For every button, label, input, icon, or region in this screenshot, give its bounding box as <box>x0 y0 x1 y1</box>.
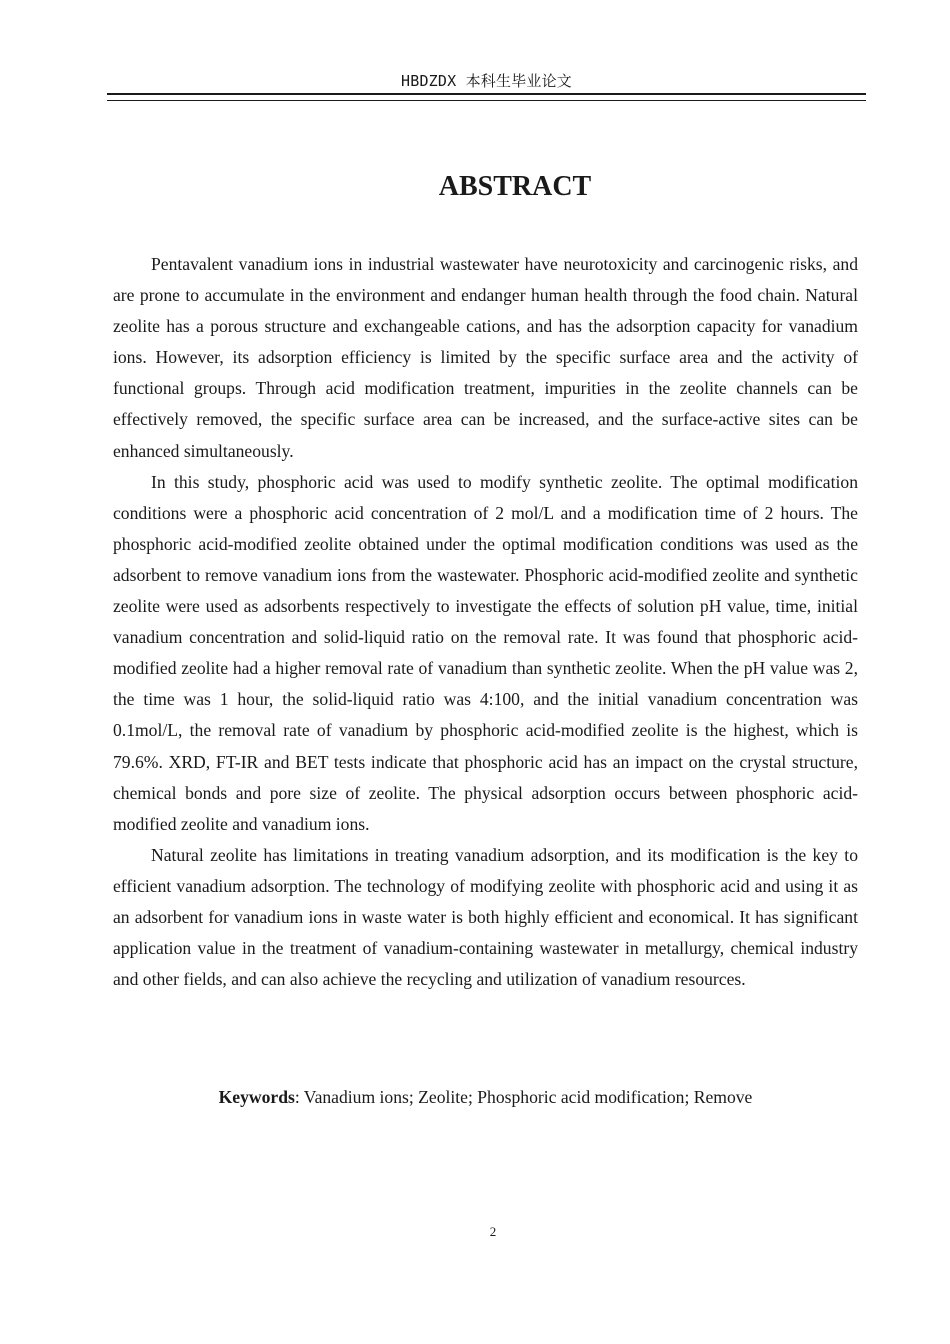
header-double-rule <box>107 93 866 101</box>
keywords-text: : Vanadium ions; Zeolite; Phosphoric acid modification; Remove <box>294 1087 753 1107</box>
abstract-paragraph-2: In this study, phosphoric acid was used to modify synthetic zeolite. The optimal modification conditions were a phosphoric acid concentration of 2 mol/L and a modification time of 2 hours. The phosphoric acid-modified zeolite obtained under the optimal modification conditions was used as the adsorbent to remove vanadium ions from the wastewater. Phosphoric acid-modified zeolite and synthetic zeolite were used as adsorbents respectively to investigate the effects of solution pH value, time, initial vanadium concentration and solid-liquid ratio on the removal rate. It was found that phosphoric acid-modified zeolite had a higher removal rate of vanadium than synthetic zeolite. When the pH value was 2, the time was 1 hour, the solid-liquid ratio was 4:100, and the initial vanadium concentration was 0.1mol/L, the removal rate of vanadium by phosphoric acid-modified zeolite is the highest, which is 79.6%. XRD, FT-IR and BET tests indicate that phosphoric acid has an impact on the crystal structure, chemical bonds and pore size of zeolite. The physical adsorption occurs between phosphoric acid-modified zeolite and vanadium ions. <box>113 471 858 834</box>
abstract-paragraph-3: Natural zeolite has limitations in treating vanadium adsorption, and its modification is the key to efficient vanadium adsorption. The technology of modifying zeolite with phosphoric acid and using it as an adsorbent for vanadium ions in waste water is both highly efficient and economical. It has significant application value in the treatment of vanadium-containing wastewater in metallurgy, chemical industry and other fields, and can also achieve the recycling and utilization of vanadium resources. <box>113 844 858 990</box>
abstract-body <box>113 249 858 995</box>
keywords-line <box>113 1082 858 1113</box>
page-number: 2 <box>489 1224 497 1239</box>
abstract-paragraph-1: Pentavalent vanadium ions in industrial wastewater have neurotoxicity and carcinogenic risks, and are prone to accumulate in the environment and endanger human health through the food chain. Natural zeolite has a porous structure and exchangeable cations, and has the adsorption capacity for vanadium ions. However, its adsorption efficiency is limited by the specific surface area and the activity of functional groups. Through acid modification treatment, impurities in the zeolite channels can be effectively removed, the specific surface area can be increased, and the surface-active sites can be enhanced simultaneously. <box>113 254 858 461</box>
abstract-title: ABSTRACT <box>438 171 592 202</box>
header-text: HBDZDX 本科生毕业论文 <box>400 72 573 90</box>
page-header <box>107 70 866 101</box>
keywords-label: Keywords <box>218 1087 295 1107</box>
